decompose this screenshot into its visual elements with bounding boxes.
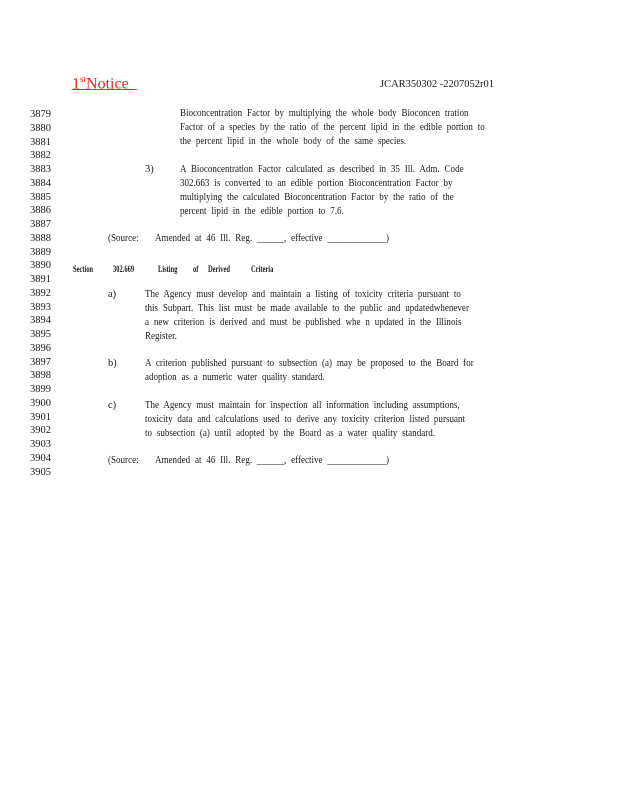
body-line: multiplying the calculated Bioconcentration Factor by the ratio of the (180, 192, 454, 203)
body-line: percent lipid in the edible portion to 7.6. (180, 206, 344, 217)
line-number: 3898 (30, 370, 51, 382)
body-line: Factor of a species by the ratio of the percent lipid in the edible portion to (180, 122, 485, 133)
line-number: 3904 (30, 452, 51, 464)
line-number: 3894 (30, 315, 51, 327)
body-line: A Bioconcentration Factor calculated as described in 35 Ill. Adm. Code (180, 164, 464, 175)
line-number: 3886 (30, 205, 51, 217)
body-line: this Subpart. This list must be made available to the public and updatedwhenever (145, 303, 469, 314)
item-marker: a) (108, 289, 117, 300)
line-number: 3883 (30, 164, 51, 175)
line-number: 3890 (30, 260, 51, 272)
line-number: 3901 (30, 411, 51, 423)
body-line: the percent lipid in the whole body of the same species. (180, 136, 407, 147)
section-number: 302.669 (113, 264, 135, 274)
line-number: 3897 (30, 356, 51, 368)
source-label: (Source: (108, 455, 139, 466)
item-marker: b) (108, 358, 117, 369)
line-number: 3891 (30, 274, 51, 285)
document-code: JCAR350302 -2207052r01 (380, 79, 495, 90)
body-line: A criterion published pursuant to subsection (a) may be proposed to the Board for (145, 358, 474, 369)
line-number: 3895 (30, 329, 51, 340)
source-note: Amended at 46 Ill. Reg. ______, effective _____________) (155, 455, 390, 466)
line-number: 3881 (30, 136, 51, 148)
section-title-word: Criteria (251, 264, 274, 274)
section-title-word: of (193, 264, 199, 274)
section-title-word: Derived (208, 264, 230, 274)
body-line: Register. (145, 331, 177, 342)
body-line: a new criterion is derived and must be published whe n updated in the Illinois (145, 317, 462, 328)
body-line: The Agency must maintain for inspection all information including assumptions, (145, 400, 460, 411)
line-number: 3903 (30, 439, 51, 450)
line-number: 3892 (30, 287, 51, 299)
section-label: Section (73, 264, 94, 274)
body-line: Bioconcentration Factor by multiplying the whole body Bioconcen tration (180, 108, 469, 119)
line-number: 3899 (30, 384, 51, 395)
item-marker: c) (108, 400, 117, 411)
source-note: Amended at 46 Ill. Reg. ______, effective _____________) (155, 233, 390, 244)
body-line: adoption as a numeric water quality standard. (145, 372, 325, 383)
line-numbers (30, 108, 51, 479)
line-number: 3882 (30, 150, 51, 162)
body-line: toxicity data and calculations used to derive any toxicity criterion listed pursuant (145, 414, 466, 425)
body-line: to subsection (a) until adopted by the Board as a water quality standard. (145, 428, 436, 439)
line-number: 3896 (30, 342, 51, 354)
notice-label: 1stNotice (72, 74, 129, 93)
line-number: 3893 (30, 301, 51, 313)
body-line: The Agency must develop and maintain a listing of toxicity criteria pursuant to (145, 289, 461, 300)
line-number: 3880 (30, 122, 51, 134)
line-number: 3889 (30, 246, 51, 258)
line-number: 3879 (30, 109, 51, 120)
line-number: 3905 (30, 466, 51, 478)
line-number: 3902 (30, 425, 51, 437)
body-line: 302.663 is converted to an edible portion Bioconcentration Factor by (180, 178, 453, 189)
line-number: 3888 (30, 232, 51, 244)
section-title-word: Listing (158, 264, 178, 274)
line-number: 3885 (30, 191, 51, 203)
line-number: 3884 (30, 177, 51, 189)
line-number: 3887 (30, 219, 51, 230)
source-label: (Source: (108, 233, 139, 244)
item-marker: 3) (145, 164, 154, 175)
line-number: 3900 (30, 397, 51, 409)
